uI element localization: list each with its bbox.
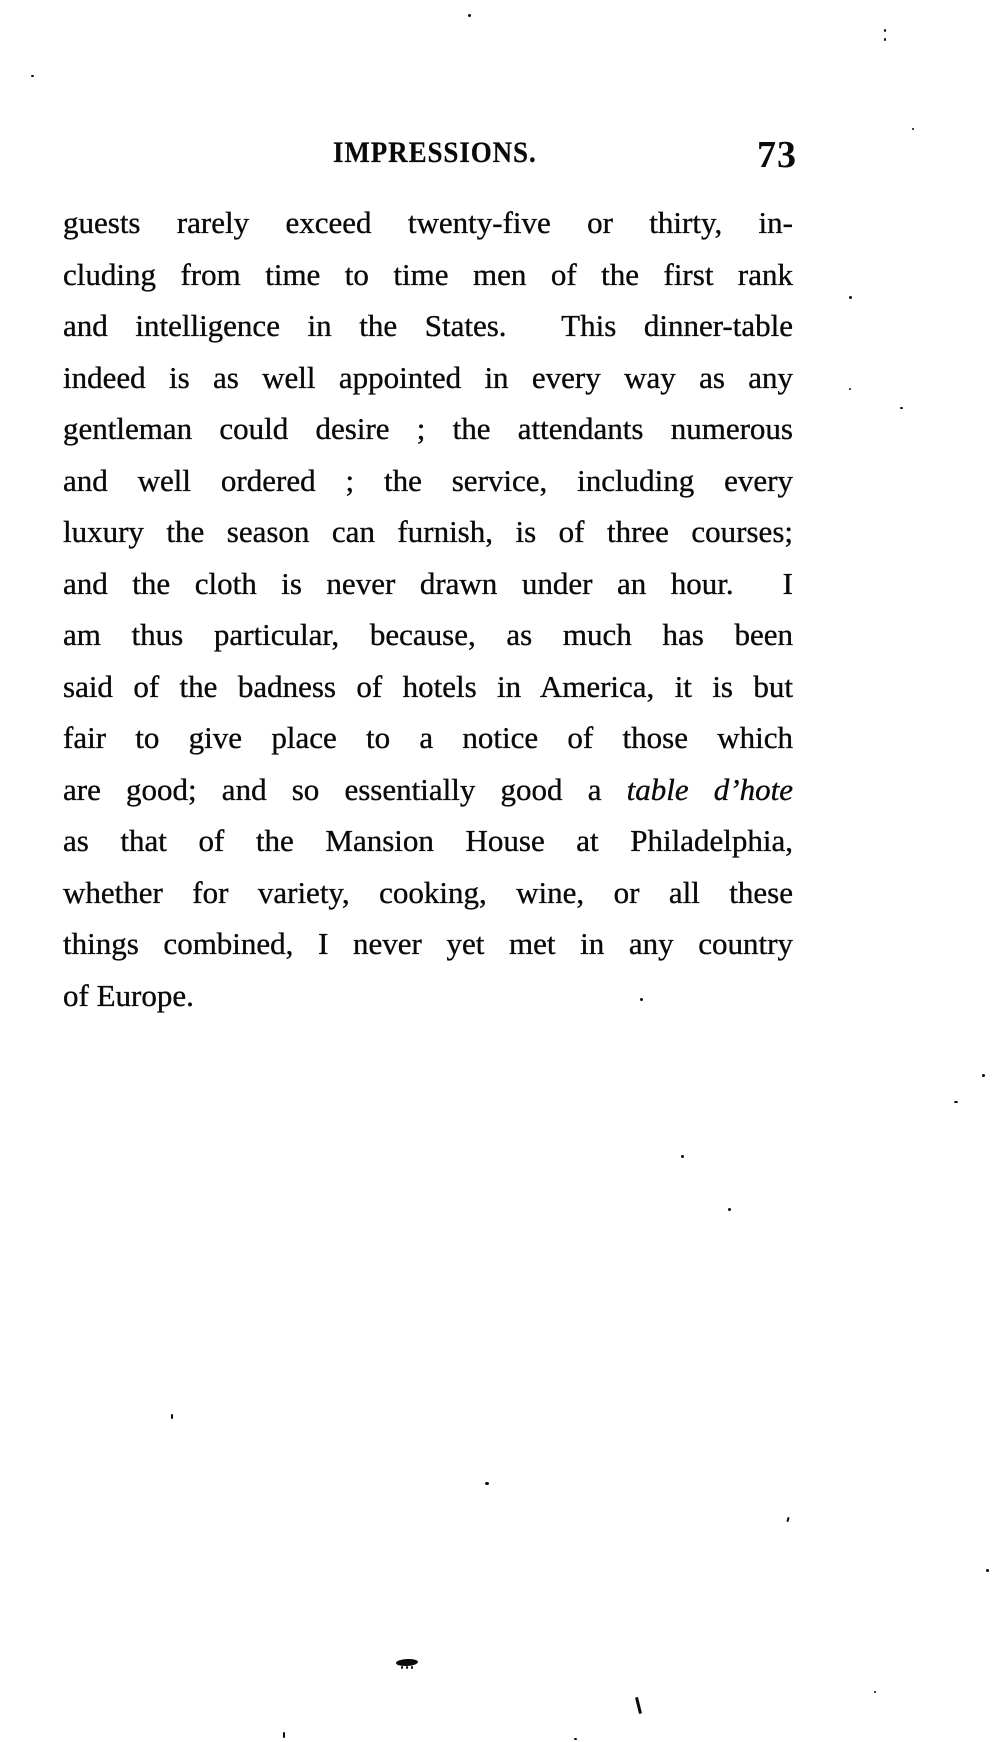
ink-speck bbox=[640, 998, 643, 1001]
ink-speck bbox=[884, 38, 886, 41]
ink-speck bbox=[982, 1074, 985, 1077]
ink-speck bbox=[485, 1482, 489, 1485]
text-segment: are good; and so essentially good a bbox=[63, 771, 627, 807]
ink-speck bbox=[986, 1569, 989, 1572]
ink-speck bbox=[681, 1155, 684, 1158]
ink-speck bbox=[406, 1666, 408, 1669]
ink-tick bbox=[171, 1414, 173, 1419]
text-line: things combined, I never yet met in any country bbox=[63, 926, 793, 961]
ink-speck bbox=[884, 29, 886, 32]
ink-speck bbox=[900, 407, 903, 409]
running-head-title: IMPRESSIONS. bbox=[333, 136, 537, 169]
text-line: and the cloth is never drawn under an hour. I bbox=[63, 565, 793, 601]
ink-speck bbox=[31, 75, 34, 77]
ink-speck bbox=[849, 388, 851, 390]
ink-speck bbox=[401, 1666, 403, 1669]
text-line: guests rarely exceed twenty-five or thirty, in- bbox=[63, 205, 793, 240]
text-line: and well ordered ; the service, including every bbox=[63, 462, 793, 498]
ink-speck bbox=[874, 1691, 876, 1693]
ink-speck bbox=[728, 1208, 731, 1211]
italic-phrase: table d’hote bbox=[626, 771, 793, 807]
text-line: as that of the Mansion House at Philadelphia, bbox=[63, 823, 793, 858]
text-line: indeed is as well appointed in every way as any bbox=[63, 359, 793, 395]
text-line: said of the badness of hotels in America, it is but bbox=[63, 668, 793, 704]
ink-speck bbox=[912, 128, 914, 130]
ink-tick bbox=[786, 1517, 789, 1522]
text-line: cluding from time to time men of the first rank bbox=[63, 256, 793, 292]
ink-tick bbox=[283, 1732, 285, 1738]
page-number: 73 bbox=[757, 134, 797, 176]
stray-pen-stroke bbox=[635, 1697, 642, 1714]
text-line: am thus particular, because, as much has been bbox=[63, 617, 793, 652]
ink-speck bbox=[849, 296, 852, 299]
ink-speck bbox=[468, 14, 471, 17]
text-line: luxury the season can furnish, is of three courses; bbox=[63, 514, 793, 549]
ink-speck bbox=[411, 1666, 413, 1669]
text-line: of Europe. bbox=[63, 977, 194, 1013]
ink-speck bbox=[574, 1738, 577, 1740]
text-line-with-italic bbox=[63, 764, 793, 816]
text-line: and intelligence in the States. This dinner-table bbox=[63, 308, 793, 343]
body-paragraph bbox=[63, 197, 793, 1021]
ink-speck bbox=[954, 1101, 958, 1103]
text-line: whether for variety, cooking, wine, or all these bbox=[63, 874, 793, 910]
text-line: fair to give place to a notice of those which bbox=[63, 720, 793, 755]
text-line: gentleman could desire ; the attendants numerous bbox=[63, 411, 793, 446]
